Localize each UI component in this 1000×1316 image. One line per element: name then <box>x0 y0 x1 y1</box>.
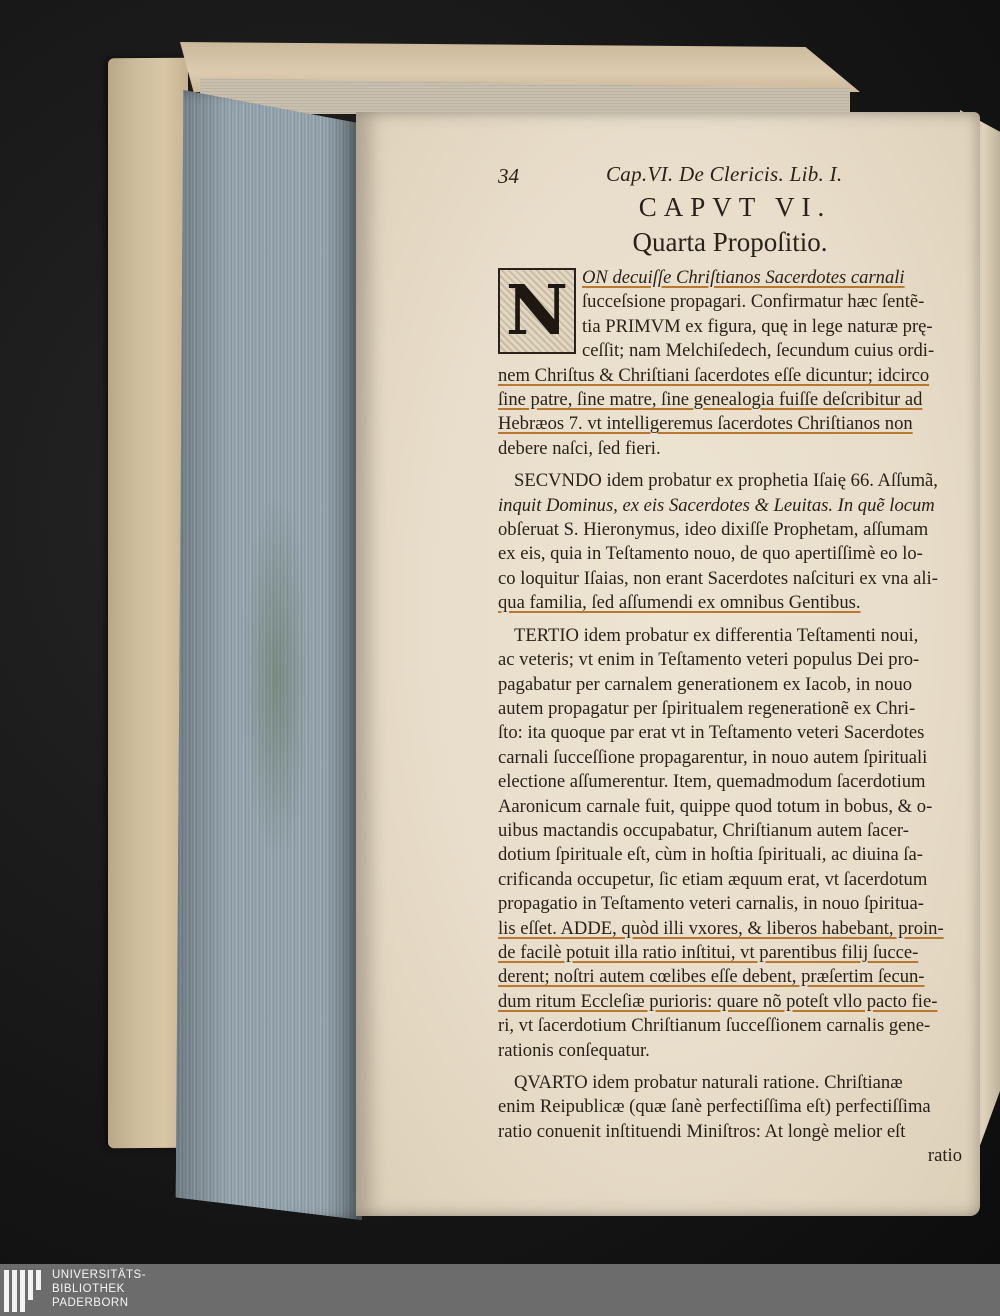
catchword: ratio <box>927 1145 962 1167</box>
library-name-line: BIBLIOTHEK <box>52 1283 125 1295</box>
text-line: tia PRIMVM ex figura, quę in lege naturæ prę- <box>582 315 933 337</box>
page-text <box>498 160 962 1169</box>
book-cover-board <box>108 58 188 1149</box>
text-line: ceſſit; nam Melchiſedech, ſecundum cuius ordi- <box>582 340 935 362</box>
running-title: Cap.VI. De Clericis. Lib. I. <box>606 162 843 186</box>
text-line: lis eſſet. ADDE, quòd illi vxores, & liberos habebant, proin- <box>498 917 944 939</box>
text-line: ſucceſsione propagari. Confirmatur hæc ſentẽ- <box>582 291 925 313</box>
text-line: dotium ſpirituale eſt, cùm in hoſtia ſpirituali, ac diuina ſa- <box>498 844 923 866</box>
library-name <box>52 1268 146 1310</box>
running-head <box>498 160 962 188</box>
text-line: ac veteris; vt enim in Teſtamento veteri populus Dei pro- <box>498 649 920 671</box>
text-line: ri, vt ſacerdotium Chriſtianum ſucceſſionem carnalis gene- <box>498 1015 931 1037</box>
fore-edge-shadow <box>172 90 362 1220</box>
text-line: Aaronicum carnale fuit, quippe quod totum in bobus, & o- <box>498 795 933 817</box>
text-line: qua familia, ſed aſſumendi ex omnibus Gentibus. <box>498 592 861 614</box>
text-line: derent; noſtri autem cœlibes eſſe debent, præſertim ſecun- <box>498 966 925 988</box>
ornamental-initial-icon <box>498 268 576 354</box>
library-logo-icon <box>4 1270 44 1312</box>
text-line: carnali ſucceſſione propagarentur, in nouo autem ſpirituali <box>498 746 928 768</box>
text-line: debere naſci, ſed fieri. <box>498 437 661 459</box>
text-line: SECVNDO idem probatur ex prophetia Iſaię 66. Aſſumã, <box>514 470 938 492</box>
text-line: propagatio in Teſtamento veteri carnalis, in nouo ſpiritua- <box>498 893 924 915</box>
text-line: enim Reipublicæ (quæ ſanè perfectiſſima eſt) perfectiſſima <box>498 1096 931 1118</box>
text-line: TERTIO idem probatur ex differentia Teſtamenti noui, <box>514 624 919 646</box>
section-heading: Quarta Propoſitio. <box>632 227 828 257</box>
text-line: autem propagatur per ſpiritualem regenerationẽ ex Chri- <box>498 697 916 719</box>
page-number: 34 <box>498 164 519 188</box>
initial-letter: N <box>505 271 569 351</box>
text-line: de facilè potuit illa ratio inſtitui, vt parentibus filij ſucce- <box>498 941 919 963</box>
text-line: QVARTO idem probatur naturali ratione. Chriſtianæ <box>514 1072 903 1093</box>
library-name-line: PADERBORN <box>52 1297 129 1309</box>
text-line: pagabatur per carnalem generationem ex Iacob, in nouo <box>498 673 913 695</box>
library-banner <box>0 1264 1000 1316</box>
text-line: ſto: ita quoque par erat vt in Teſtamento veteri Sacerdotes <box>498 722 925 744</box>
text-line: ratio conuenit inſtituendi Miniſtros: At longè melior eſt <box>498 1120 906 1142</box>
text-line: rationis conſequatur. <box>498 1039 650 1061</box>
text-line: ON decuiſſe Chriſtianos Sacerdotes carnali <box>582 267 905 288</box>
text-line: electione aſſumerentur. Item, quemadmodum ſacerdotium <box>498 771 926 793</box>
text-line: ſine patre, ſine matre, ſine genealogia fuiſſe deſcribitur ad <box>498 389 923 411</box>
opening-paragraph <box>498 266 962 364</box>
text-line: inquit Dominus, ex eis Sacerdotes & Leuitas. In quẽ locum <box>498 494 935 516</box>
text-line: co loquitur Iſaias, non erant Sacerdotes naſcituri ex vna ali- <box>498 567 938 589</box>
text-line: crificanda occupetur, ſic etiam æquum erat, vt ſacerdotum <box>498 868 928 890</box>
text-line: nem Chriſtus & Chriſtiani ſacerdotes eſſe dicuntur; idcirco <box>498 364 930 386</box>
text-line: Hebræos 7. vt intelligeremus ſacerdotes Chriſtianos non <box>498 413 913 435</box>
text-line: dum ritum Eccleſiæ purioris: quare nõ poteſt vllo pacto fie- <box>498 990 938 1012</box>
text-line: uibus mactandis occupabatur, Chriſtianum autem ſacer- <box>498 819 909 841</box>
library-name-line: UNIVERSITÄTS- <box>52 1269 147 1281</box>
text-line: ex eis, quia in Teſtamento nouo, de quo apertiſſimè eo lo- <box>498 543 923 565</box>
chapter-heading: CAPVT VI. <box>638 192 832 222</box>
text-line: obſeruat S. Hieronymus, ideo dixiſſe Prophetam, aſſumam <box>498 519 929 541</box>
